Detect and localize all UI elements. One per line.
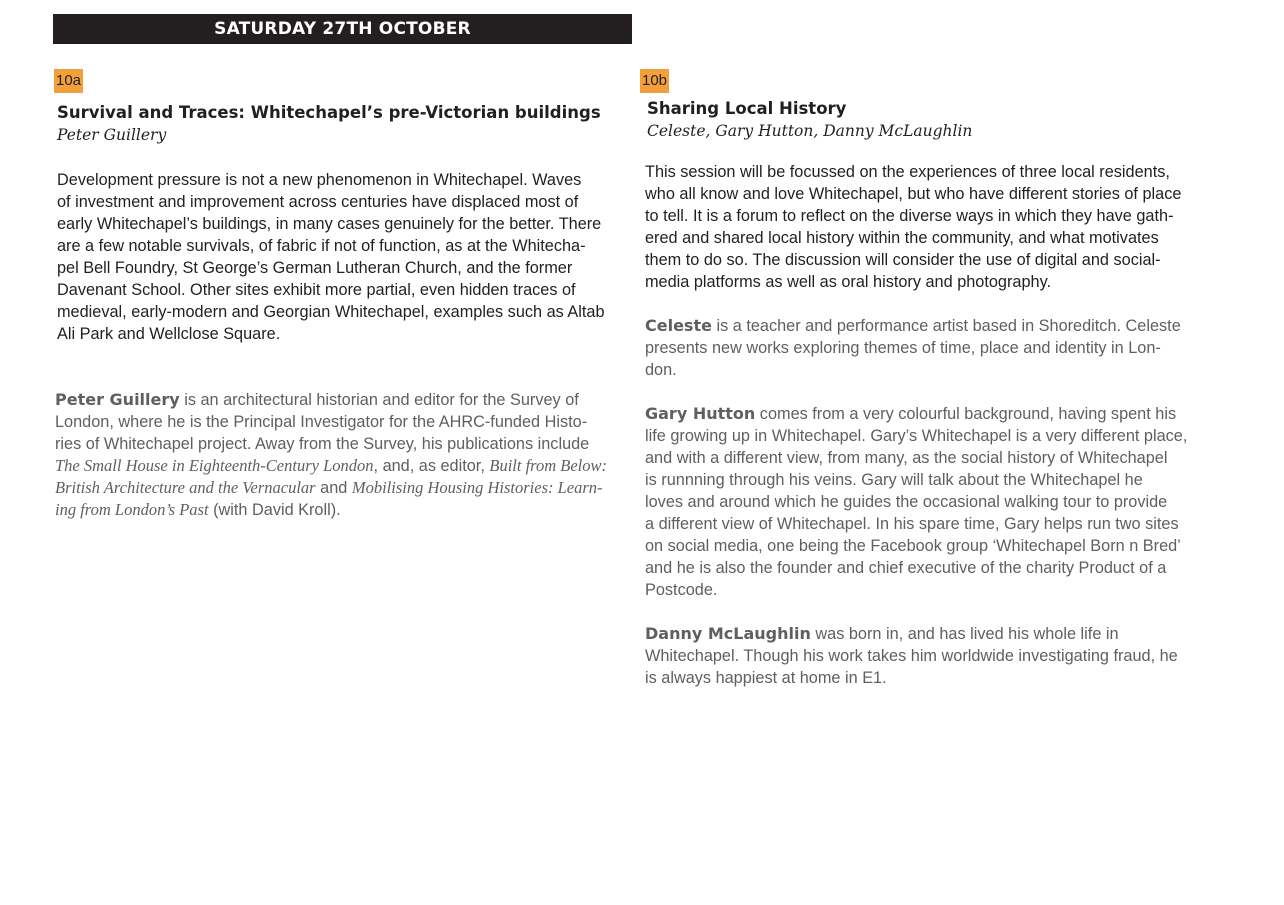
book-title: The Small House in Eighteenth-Century London	[55, 456, 374, 475]
bio-text: (with David Kroll).	[208, 501, 341, 519]
session-speakers: Celeste, Gary Hutton, Danny McLaughlin	[647, 122, 973, 140]
bio-text: , and, as editor,	[373, 457, 490, 475]
bio-text: was born in, and has lived his whole life in	[810, 625, 1119, 643]
description-line: ered and shared local history within the community, and what motivates	[645, 229, 1159, 247]
description-line: Davenant School. Other sites exhibit more partial, even hidden traces of	[57, 281, 576, 299]
bio-line: presents new works exploring themes of time, place and identity in Lon-	[645, 339, 1161, 357]
description-line: who all know and love Whitechapel, but who have different stories of place	[645, 185, 1182, 203]
speaker-name: Peter Guillery	[55, 390, 180, 409]
bio-text: is a teacher and performance artist based in Shoreditch. Celeste	[711, 317, 1181, 335]
bio-text: is an architectural historian and editor for the Survey of	[179, 391, 579, 409]
date-banner: SATURDAY 27TH OCTOBER	[53, 14, 632, 44]
session-description	[57, 169, 605, 345]
bio-text: and	[315, 479, 352, 497]
bio-line: don.	[645, 361, 677, 379]
speaker-bio	[55, 389, 607, 521]
bio-line: life growing up in Whitechapel. Gary’s Whitechapel is a very different place,	[645, 427, 1188, 445]
book-title: British Architecture and the Vernacular	[55, 478, 316, 497]
description-line: medieval, early-modern and Georgian Whitechapel, examples such as Altab	[57, 303, 605, 321]
session-number-badge: 10a	[54, 69, 83, 93]
speaker-bio	[645, 315, 1181, 381]
speaker-name: Gary Hutton	[645, 404, 756, 423]
bio-line: is runnning through his veins. Gary will talk about the Whitechapel he	[645, 471, 1143, 489]
speaker-name: Danny McLaughlin	[645, 624, 811, 643]
description-line: media platforms as well as oral history and photography.	[645, 273, 1052, 291]
bio-line: a different view of Whitechapel. In his spare time, Gary helps run two sites	[645, 515, 1179, 533]
description-line: of investment and improvement across centuries have displaced most of	[57, 193, 579, 211]
bio-text: comes from a very colourful background, having spent his	[755, 405, 1177, 423]
bio-line: ries of Whitechapel project. Away from the Survey, his publications include	[55, 435, 590, 453]
book-title: Mobilising Housing Histories: Learn-	[351, 478, 603, 497]
speaker-name: Celeste	[645, 316, 712, 335]
session-title: Sharing Local History	[647, 99, 847, 118]
speaker-bio	[645, 403, 1187, 601]
bio-line: and with a different view, from many, as the social history of Whitechapel	[645, 449, 1168, 467]
description-line: Development pressure is not a new phenomenon in Whitechapel. Waves	[57, 171, 582, 189]
bio-line: Postcode.	[645, 581, 718, 599]
bio-line: London, where he is the Principal Investigator for the AHRC-funded Histo-	[55, 413, 588, 431]
description-line: pel Bell Foundry, St George’s German Lutheran Church, and the former	[57, 259, 573, 277]
session-speakers: Peter Guillery	[57, 126, 167, 144]
bio-line: and he is also the founder and chief executive of the charity Product of a	[645, 559, 1167, 577]
book-title: Built from Below:	[489, 456, 608, 475]
session-number-badge: 10b	[640, 69, 669, 93]
description-line: are a few notable survivals, of fabric if not of function, as at the Whitecha-	[57, 237, 586, 255]
description-line: them to do so. The discussion will consider the use of digital and social-	[645, 251, 1161, 269]
speaker-bio	[645, 623, 1178, 689]
description-line: Ali Park and Wellclose Square.	[57, 325, 281, 343]
book-title: ing from London’s Past	[55, 500, 209, 519]
bio-line: loves and around which he guides the occasional walking tour to provide	[645, 493, 1168, 511]
session-description	[645, 161, 1181, 293]
bio-line: Whitechapel. Though his work takes him worldwide investigating fraud, he	[645, 647, 1178, 665]
session-title: Survival and Traces: Whitechapel’s pre-Victorian buildings	[57, 103, 601, 122]
description-line: early Whitechapel’s buildings, in many cases genuinely for the better. There	[57, 215, 602, 233]
description-line: to tell. It is a forum to reflect on the diverse ways in which they have gath-	[645, 207, 1174, 225]
bio-line: is always happiest at home in E1.	[645, 669, 887, 687]
bio-line: on social media, one being the Facebook group ‘Whitechapel Born n Bred’	[645, 537, 1181, 555]
description-line: This session will be focussed on the experiences of three local residents,	[645, 163, 1170, 181]
